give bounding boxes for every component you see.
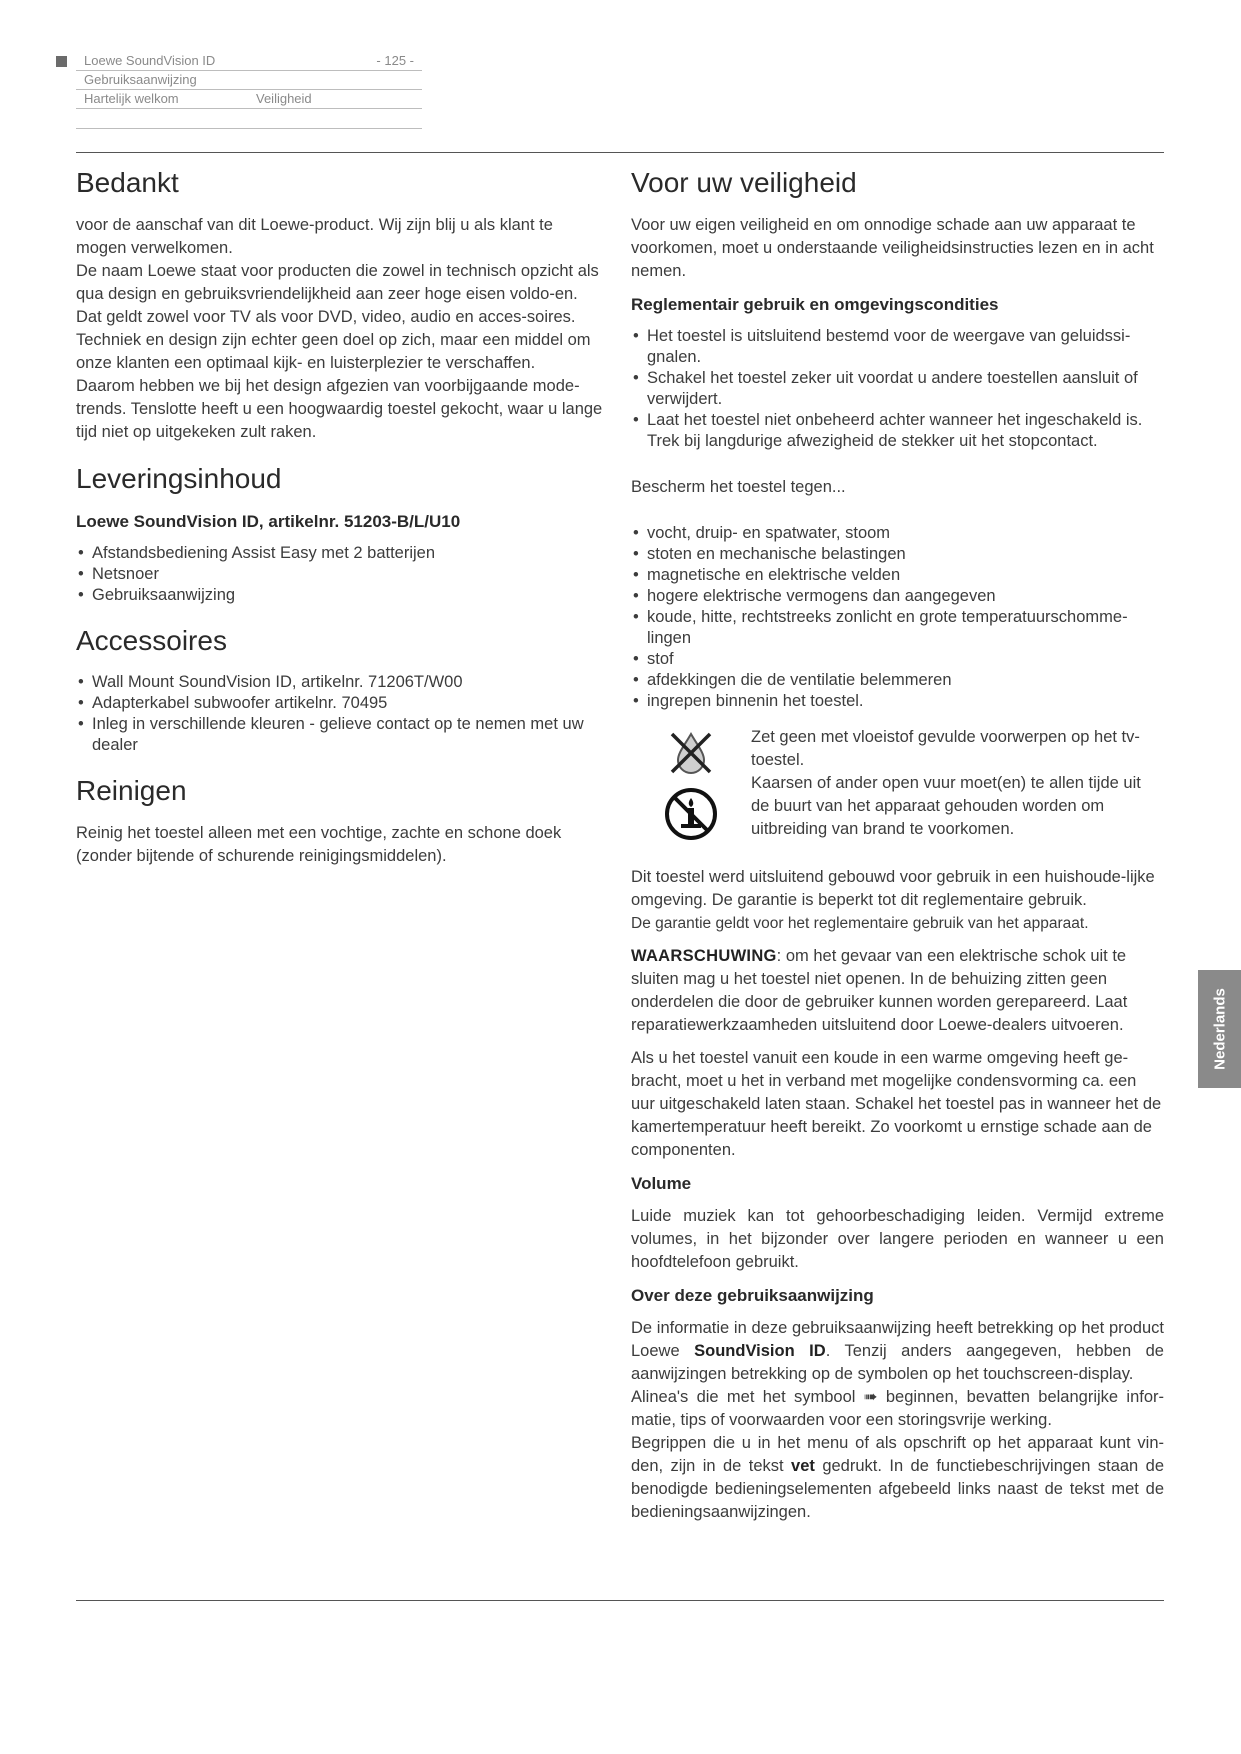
over-p1-part: De informatie in deze gebruiksaanwijzing heeft betrekking op het product Loewe (631, 1319, 1164, 1360)
list-item: • hogere elektrische vermogens dan aangegeven (631, 586, 1164, 607)
list-item: • Wall Mount SoundVision ID, artikelnr. 71206T/W00 (76, 672, 606, 693)
accessoires-heading: Accessoires (76, 625, 227, 656)
list-item: • Schakel het toestel zeker uit voordat u andere toestellen aansluit of verwijdert. (631, 368, 1164, 410)
list-item: • ingrepen binnenin het toestel. (631, 691, 1164, 712)
list-item: • stof (631, 649, 1164, 670)
list-item: • magnetische en elektrische velden (631, 565, 1164, 586)
over-p2-part: Alinea's die met het symbool (631, 1388, 864, 1406)
household-p2: De garantie geldt voor het reglementaire gebruik van het apparaat. (631, 915, 1089, 932)
header-row-doctype (76, 71, 422, 90)
over-p3-part: Begrippen die u in het menu of als opschrift op het apparaat kunt vin-den, zijn in de tekst (631, 1434, 1164, 1475)
veiligheid-heading: Voor uw veiligheid (631, 167, 857, 198)
over-heading: Over deze gebruiksaanwijzing (631, 1286, 874, 1305)
reglementair-heading: Reglementair gebruik en omgevingscondities (631, 295, 999, 314)
reglementair-list (631, 326, 1164, 452)
list-item: • Laat het toestel niet onbeheerd achter wanneer het ingeschakeld is. Trek bij langdurige afwezigheid de stekker uit het stopcontact. (631, 410, 1164, 452)
header-page-number: - 125 - (376, 53, 414, 68)
bescherm-intro: Bescherm het toestel tegen... (631, 478, 846, 496)
over-p2-part: beginnen, bevatten belangrijke infor-matie, tips of voorwaarden voor een storingsvrije werking. (631, 1388, 1164, 1429)
header-doc-type: Gebruiksaanwijzing (84, 72, 197, 87)
list-item: • Adapterkabel subwoofer artikelnr. 70495 (76, 693, 606, 714)
no-open-flame-icon (663, 786, 719, 842)
right-column (631, 166, 1164, 1524)
volume-p1: Luide muziek kan tot gehoorbeschadiging leiden. Vermijd extreme volumes, in het bijzonder over langere perioden en wanneer u een hoofdtelefoon gebruikt. (631, 1207, 1164, 1271)
over-p3 (631, 1432, 1164, 1524)
household-p1: Dit toestel werd uitsluitend gebouwd voor gebruik in een huishoude-lijke omgeving. De garantie is beperkt tot dit reglementaire gebruik. (631, 868, 1155, 909)
language-tab[interactable] (1198, 970, 1241, 1088)
bold-term: vet (791, 1457, 815, 1475)
list-item: • Netsnoer (76, 564, 606, 585)
running-header (76, 52, 422, 109)
reinigen-heading: Reinigen (76, 775, 187, 806)
no-flame-text: Kaarsen of ander open vuur moet(en) te allen tijde uit de buurt van het apparaat gehouden worden om uitbreiding van brand te voorkomen. (751, 774, 1141, 838)
no-liquids-text: Zet geen met vloeistof gevulde voorwerpen op het tv-toestel. (751, 728, 1140, 769)
list-item: • Gebruiksaanwijzing (76, 585, 606, 606)
list-item: • afdekkingen die de ventilatie belemmeren (631, 670, 1164, 691)
list-item: • Inleg in verschillende kleuren - gelieve contact op te nemen met uw dealer (76, 714, 606, 756)
header-row-section (76, 90, 422, 109)
list-item: • Het toestel is uitsluitend bestemd voor de weergave van geluidssi-gnalen. (631, 326, 1164, 368)
bedankt-p1: voor de aanschaf van dit Loewe-product. Wij zijn blij u als klant te mogen verwelkomen. (76, 216, 553, 257)
accessoires-list (76, 672, 606, 756)
warning-paragraph (631, 945, 1164, 1037)
header-row-product (76, 52, 422, 71)
left-column (76, 166, 606, 868)
over-p1 (631, 1317, 1164, 1386)
list-item: • vocht, druip- en spatwater, stoom (631, 523, 1164, 544)
leveringsinhoud-list (76, 543, 606, 606)
header-product: Loewe SoundVision ID (84, 53, 216, 68)
bedankt-p4: Daarom hebben we bij het design afgezien van voorbijgaande mode-trends. Tenslotte heeft u een hoogwaardig toestel gekocht, waar u lange tijd niet op uitgekeken zult raken. (76, 377, 603, 441)
leveringsinhoud-heading: Leveringsinhoud (76, 463, 282, 494)
veiligheid-intro: Voor uw eigen veiligheid en om onnodige schade aan uw apparaat te voorkomen, moet u onderstaande veiligheidsinstructies lezen en in acht nemen. (631, 216, 1154, 280)
warning-icon-stack (631, 726, 751, 842)
bedankt-heading: Bedankt (76, 167, 179, 198)
over-p3-part: gedrukt. In de functiebeschrijvingen staan de benodigde bedieningselementen afgebeeld links naast de tekst met de bedieningsaanwijzingen. (631, 1457, 1164, 1521)
no-liquids-icon (664, 726, 718, 780)
warning-icons-text (751, 726, 1161, 841)
reinigen-p1: Reinig het toestel alleen met een vochtige, zachte en schone doek (zonder bijtende of schurende reinigingsmiddelen). (76, 824, 562, 865)
warning-label: WAARSCHUWING (631, 947, 777, 965)
product-name-bold: SoundVision ID (694, 1342, 826, 1360)
header-subsection: Veiligheid (256, 91, 312, 106)
bedankt-p2: De naam Loewe staat voor producten die zowel in technisch opzicht als qua design en gebruiksvriendelijkheid aan zeer hoge eisen voldo-en. Dat geldt zowel voor TV als voor DVD, video, audio en acces-soires. (76, 262, 599, 326)
header-marker (56, 56, 67, 67)
volume-heading: Volume (631, 1174, 692, 1193)
list-item: • stoten en mechanische belastingen (631, 544, 1164, 565)
list-item: • Afstandsbediening Assist Easy met 2 batterijen (76, 543, 606, 564)
condensation-p1: Als u het toestel vanuit een koude in een warme omgeving heeft ge-bracht, moet u het in verband met mogelijke condensvorming ca. een uur uitgeschakeld laten staan. Schakel het toestel pas in wanneer het de kamertemperatuur heeft bereikt. Zo voorkomt u ernstige schade aan de componenten. (631, 1049, 1162, 1159)
over-p1-part: . Tenzij anders aangegeven, hebben de aanwijzingen betrekking op de symbolen op het touchscreen-display. (631, 1342, 1164, 1383)
leveringsinhoud-subtitle: Loewe SoundVision ID, artikelnr. 51203-B/L/U10 (76, 512, 461, 531)
bedankt-p3: Techniek en design zijn echter geen doel op zich, maar een middel om onze klanten een optimaal kijk- en luisterplezier te verschaffen. (76, 331, 591, 372)
arrow-symbol-icon: ➠ (863, 1388, 878, 1406)
warning-text: : om het gevaar van een elektrische schok uit te sluiten mag u het toestel niet openen. In de behuizing zitten geen onderdelen die door de gebruiker kunnen worden gerepareerd. Laat reparatiewerkzaamheden uitsluitend door Loewe-dealers uitvoeren. (631, 947, 1128, 1034)
bottom-divider (76, 1600, 1164, 1601)
header-rule (76, 128, 422, 129)
top-divider (76, 152, 1164, 153)
language-tab-label: Nederlands (1211, 988, 1228, 1070)
over-p2 (631, 1386, 1164, 1432)
bescherm-list (631, 523, 1164, 712)
header-section: Hartelijk welkom (84, 91, 179, 106)
list-item: • koude, hitte, rechtstreeks zonlicht en grote temperatuurschomme-lingen (631, 607, 1164, 649)
warning-icons-block (631, 726, 1164, 842)
